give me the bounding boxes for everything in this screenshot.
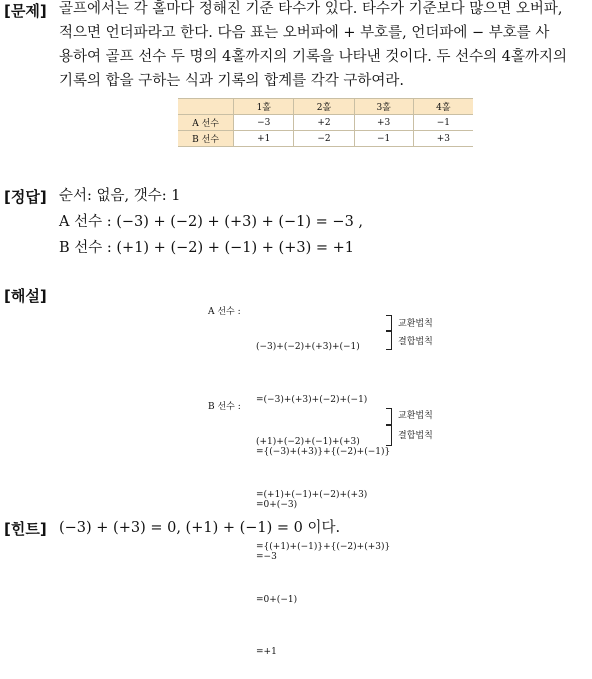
table-cell: −1 [354,131,413,147]
note-associative-a: 결합법칙 [398,337,433,347]
table-row [178,131,473,147]
hint-text: (−3) + (+3) = 0, (+1) + (−1) = 0 이다. [59,520,341,536]
explanation-tag: [해설] [4,287,47,305]
answer-order-count: 순서: 없음, 갯수: 1 [59,188,181,204]
bracket-associative-b [386,424,392,446]
note-commutative-b: 교환법칙 [398,411,433,421]
table-header-row [178,99,473,115]
table-header-cell [178,99,234,115]
table-cell: −2 [294,131,354,147]
calc-step: =+1 [256,647,277,657]
calc-step: =0+(−3) [256,499,298,510]
table-cell: −3 [234,115,294,131]
player-a-label: A 선수 : [208,307,241,317]
note-commutative-a: 교환법칙 [398,319,433,329]
table-cell: +3 [413,131,473,147]
player-b-label: B 선수 : [208,402,241,412]
table-cell: +1 [234,131,294,147]
problem-line: 용하여 골프 선수 두 명의 4홀까지의 기록을 나타낸 것이다. 두 선수의 4홀까지의 [59,49,567,65]
problem-line: 적으면 언더파라고 한다. 다음 표는 오버파에 + 부호를, 언더파에 − 부호를 사 [59,25,550,41]
row-label: B 선수 [178,131,234,147]
table-cell: −1 [413,115,473,131]
table-cell: +3 [354,115,413,131]
calc-step: =0+(−1) [256,594,298,605]
table-cell: +2 [294,115,354,131]
problem-line: 기록의 합을 구하는 식과 기록의 합계를 각각 구하여라. [59,73,405,89]
answer-tag: [정답] [4,188,47,206]
record-table [178,98,473,147]
bracket-associative-a [386,330,392,350]
answer-player-b: B 선수 : (+1) + (−2) + (−1) + (+3) = +1 [59,240,354,256]
answer-player-a: A 선수 : (−3) + (−2) + (+3) + (−1) = −3 , [59,214,364,230]
table-header-cell: 4홀 [413,99,473,115]
note-associative-b: 결합법칙 [398,431,433,441]
row-label: A 선수 [178,115,234,131]
problem-text [59,0,589,93]
hint-tag: [힌트] [4,520,47,538]
calc-step: (+1)+(−2)+(−1)+(+3) [256,437,360,447]
table-row [178,115,473,131]
calc-step: =−3 [256,552,277,562]
problem-tag: [문제] [4,2,47,20]
table-header-cell: 1홀 [234,99,294,115]
calc-step: ={(+1)+(−1)}+{(−2)+(+3)} [256,542,391,552]
calc-step: =(−3)+(+3)+(−2)+(−1) [256,394,368,405]
table-header-cell: 3홀 [354,99,413,115]
calc-step: (−3)+(−2)+(+3)+(−1) [256,342,360,352]
problem-line: 골프에서는 각 홀마다 정해진 기준 타수가 있다. 타수가 기준보다 많으면 오버파, [59,1,563,17]
calc-step: =(+1)+(−1)+(−2)+(+3) [256,489,368,500]
calc-step: ={(−3)+(+3)}+{(−2)+(−1)} [256,447,391,457]
table-header-cell: 2홀 [294,99,354,115]
